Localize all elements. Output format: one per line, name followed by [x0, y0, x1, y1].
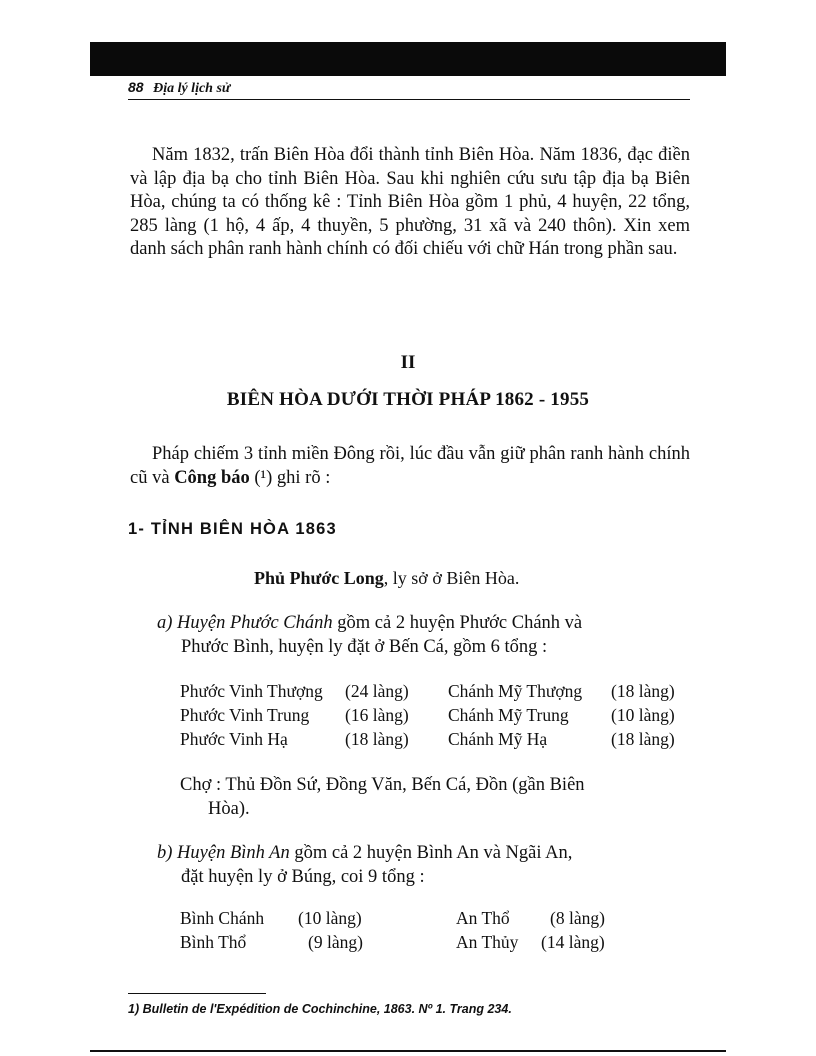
tong-row: [180, 727, 690, 751]
tong-count: (18 làng): [611, 681, 675, 701]
footnote: 1) Bulletin de l'Expédition de Cochinchine, 1863. Nº 1. Trang 234.: [128, 1002, 512, 1016]
cho-list: [180, 773, 690, 821]
huyen-a-line2: Phước Bình, huyện ly đặt ở Bến Cá, gồm 6 tổng :: [181, 637, 548, 657]
huyen-b-line2: đặt huyện ly ở Búng, coi 9 tổng :: [181, 867, 425, 887]
cho-line1: Chợ : Thủ Đồn Sứ, Đồng Văn, Bến Cá, Đồn (gần Biên: [180, 775, 585, 795]
top-black-bar: [90, 42, 726, 76]
tong-name: Chánh Mỹ Thượng: [448, 681, 583, 701]
tong-name: An Thổ: [456, 908, 510, 928]
huyen-a-item: [157, 611, 697, 659]
cho-line2: Hòa).: [208, 799, 250, 819]
subheading-bien-hoa-1863: 1- TỈNH BIÊN HÒA 1863: [128, 520, 337, 538]
huyen-b-item: [157, 841, 697, 889]
tong-name: Chánh Mỹ Trung: [448, 705, 569, 725]
paragraph-2-text: Pháp chiếm 3 tỉnh miền Đông rồi, lúc đầu vẫn giữ phân ranh hành chính cũ và: [130, 444, 690, 488]
book-title: Địa lý lịch sử: [153, 81, 231, 96]
tong-row: [180, 679, 690, 703]
paragraph-2-end: ghi rõ :: [272, 467, 331, 488]
tong-name: Phước Vinh Hạ: [180, 729, 288, 749]
page-number: 88: [128, 79, 144, 95]
tong-row: [180, 906, 640, 930]
tong-row: [180, 703, 690, 727]
tong-name: Bình Thổ: [180, 932, 247, 952]
huyen-b-tong-list: [180, 906, 640, 954]
tong-count: (24 làng): [345, 681, 409, 701]
section-title: BIÊN HÒA DƯỚI THỜI PHÁP 1862 - 1955: [226, 389, 590, 410]
tong-count: (14 làng): [541, 932, 605, 952]
tong-count: (16 làng): [345, 705, 409, 725]
paragraph-2: [130, 443, 690, 490]
footnote-ref: (¹): [249, 467, 273, 488]
huyen-a-line1: gồm cả 2 huyện Phước Chánh và: [332, 613, 583, 633]
tong-count: (10 làng): [298, 908, 362, 928]
tong-name: Bình Chánh: [180, 908, 265, 928]
tong-count: (9 làng): [308, 932, 363, 952]
footnote-rule: [128, 993, 266, 994]
huyen-a-tong-list: [180, 679, 690, 751]
huyen-a-prefix: a): [157, 613, 178, 633]
huyen-b-prefix: b): [157, 843, 178, 863]
huyen-b-line1: gồm cả 2 huyện Bình An và Ngãi An,: [289, 843, 573, 863]
tong-name: Phước Vinh Trung: [180, 705, 310, 725]
huyen-a-name: Huyện Phước Chánh: [177, 613, 333, 633]
tong-count: (18 làng): [611, 729, 675, 749]
tong-count: (8 làng): [550, 908, 605, 928]
tong-name: Phước Vinh Thượng: [180, 681, 323, 701]
huyen-b-name: Huyện Bình An: [177, 843, 290, 863]
tong-row: [180, 930, 640, 954]
running-header: [128, 79, 690, 100]
phu-rest: , ly sở ở Biên Hòa.: [383, 568, 520, 588]
tong-count: (18 làng): [345, 729, 409, 749]
cong-bao-term: Công báo: [174, 467, 250, 488]
intro-paragraph: Năm 1832, trấn Biên Hòa đổi thành tỉnh Biên Hòa. Năm 1836, đạc điền và lập địa bạ cho tỉnh Biên Hòa. Sau khi nghiên cứu sưu tập địa bạ Biên Hòa, chúng ta có thống kê : Tỉnh Biên Hòa gồm 1 phủ, 4 huyện, 22 tổng, 285 làng (1 hộ, 4 ấp, 4 thuyền, 5 phường, 31 xã và 240 thôn). Xin xem danh sách phân ranh hành chính có đối chiếu với chữ Hán trong phần sau.: [130, 145, 690, 260]
bottom-rule: [90, 1050, 726, 1052]
tong-count: (10 làng): [611, 705, 675, 725]
phu-name: Phủ Phước Long: [254, 568, 384, 588]
phu-line: [254, 568, 519, 589]
tong-name: An Thủy: [456, 932, 519, 952]
section-number: II: [400, 352, 416, 373]
tong-name: Chánh Mỹ Hạ: [448, 729, 548, 749]
